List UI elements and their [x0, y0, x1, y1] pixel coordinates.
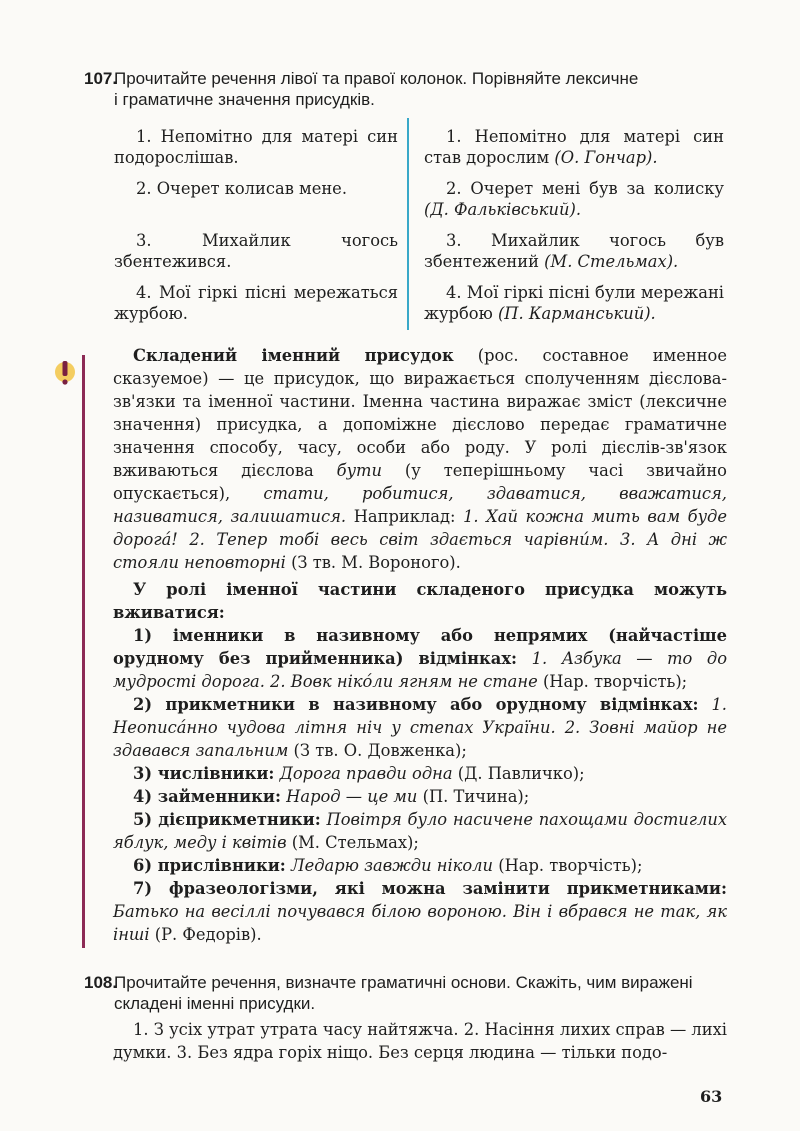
- rule-item-3: 3) числівники: Дорога правди одна (Д. Павличко);: [133, 764, 585, 783]
- task-number: 108.: [84, 973, 118, 992]
- rule-item-5: 5) дієприкметники: Повітря було насичене пахощами достиглих яблук, меду і квітів (М. Стельмах);: [113, 810, 728, 852]
- right-sentence-2: 2. Очерет мені був за колиску (Д. Фальківський).: [424, 179, 724, 219]
- rule-item-1: 1) іменники в називному або непрямих (найчастіше орудному без прийменника) відмінках: 1. Азбука — то до мудрості дорога. 2. Вовк нікóли ягням не стане (Нар. творчість);: [113, 626, 727, 691]
- column-divider: [407, 118, 409, 330]
- right-sentence-3: 3. Михайлик чогось був збентежений (М. Стельмах).: [424, 231, 724, 271]
- task-108: [84, 972, 724, 1014]
- parts-heading: У ролі іменної частини складеного присудка можуть вживатися:: [113, 580, 727, 622]
- definition-paragraph: Складений іменний присудок (рос. составное именное сказуемое) — це присудок, що виражається сполученням дієслова-зв'язки та іменної частини. Іменна частина виражає зміст (лексичне значення) присудка, а допоміжне дієслово передає граматичне значення способу, часу, особи або роду. У ролі дієслів-зв'язок вживаються дієслова бути (у теперішньому часі звичайно опускається), стати, робитися, здаватися, вважатися, називатися, залишатися. Наприклад: 1. Хай кожна мить вам буде дорогá! 2. Тепер тобі весь світ здається чарівни́м. 3. А дні ж стояли неповторні (З тв. М. Вороного).: [113, 346, 727, 572]
- rule-item-2: 2) прикметники в називному або орудному відмінках: 1. Неописáнно чудова літня ніч у степах України. 2. Зовні майор не здавався запальним (З тв. О. Довженка);: [113, 695, 727, 760]
- task-107: [84, 68, 724, 110]
- rule-item-6: 6) прислівники: Ледарю завжди ніколи (Нар. творчість);: [133, 856, 643, 875]
- task-text-line: і граматичне значення присудків.: [114, 90, 375, 109]
- page-number: 63: [700, 1087, 723, 1106]
- left-sentence-2: 2. Очерет колисав мене.: [136, 179, 347, 198]
- rule-item-4: 4) займенники: Народ — це ми (П. Тичина);: [133, 787, 530, 806]
- exercise-paragraph: 1. З усіх утрат утрата часу найтяжча. 2. Насіння лихих справ — лихі думки. 3. Без ядра горіх ніщо. Без серця людина — тільки подо-: [113, 1020, 727, 1062]
- rule-item-7: 7) фразеологізми, які можна замінити прикметниками: Батько на весіллі почувався білою вороною. Він і вбрався не так, як інші (Р. Федорів).: [113, 879, 727, 944]
- right-sentence-4: 4. Мої гіркі пісні були мережані журбою (П. Карманський).: [424, 283, 724, 323]
- theory-block: [113, 344, 727, 946]
- rule-bar: [82, 355, 85, 948]
- task-text-line: Прочитайте речення, визначте граматичні основи. Скажіть, чим виражені: [114, 973, 693, 992]
- left-sentence-4: 4. Мої гіркі пісні мережаться журбою.: [114, 283, 398, 323]
- left-sentence-3: 3. Михайлик чогось збентежився.: [114, 231, 398, 271]
- task-text-line: Прочитайте речення лівої та правої колонок. Порівняйте лексичне: [114, 69, 639, 88]
- lightbulb-icon: [54, 358, 76, 388]
- exercise-108-text: [113, 1018, 727, 1064]
- task-text-line: складені іменні присудки.: [114, 994, 316, 1013]
- left-sentence-1: 1. Непомітно для матері син подорослішав.: [114, 127, 398, 167]
- right-sentence-1: 1. Непомітно для матері син став дорослим (О. Гончар).: [424, 127, 724, 167]
- task-number: 107.: [84, 69, 118, 88]
